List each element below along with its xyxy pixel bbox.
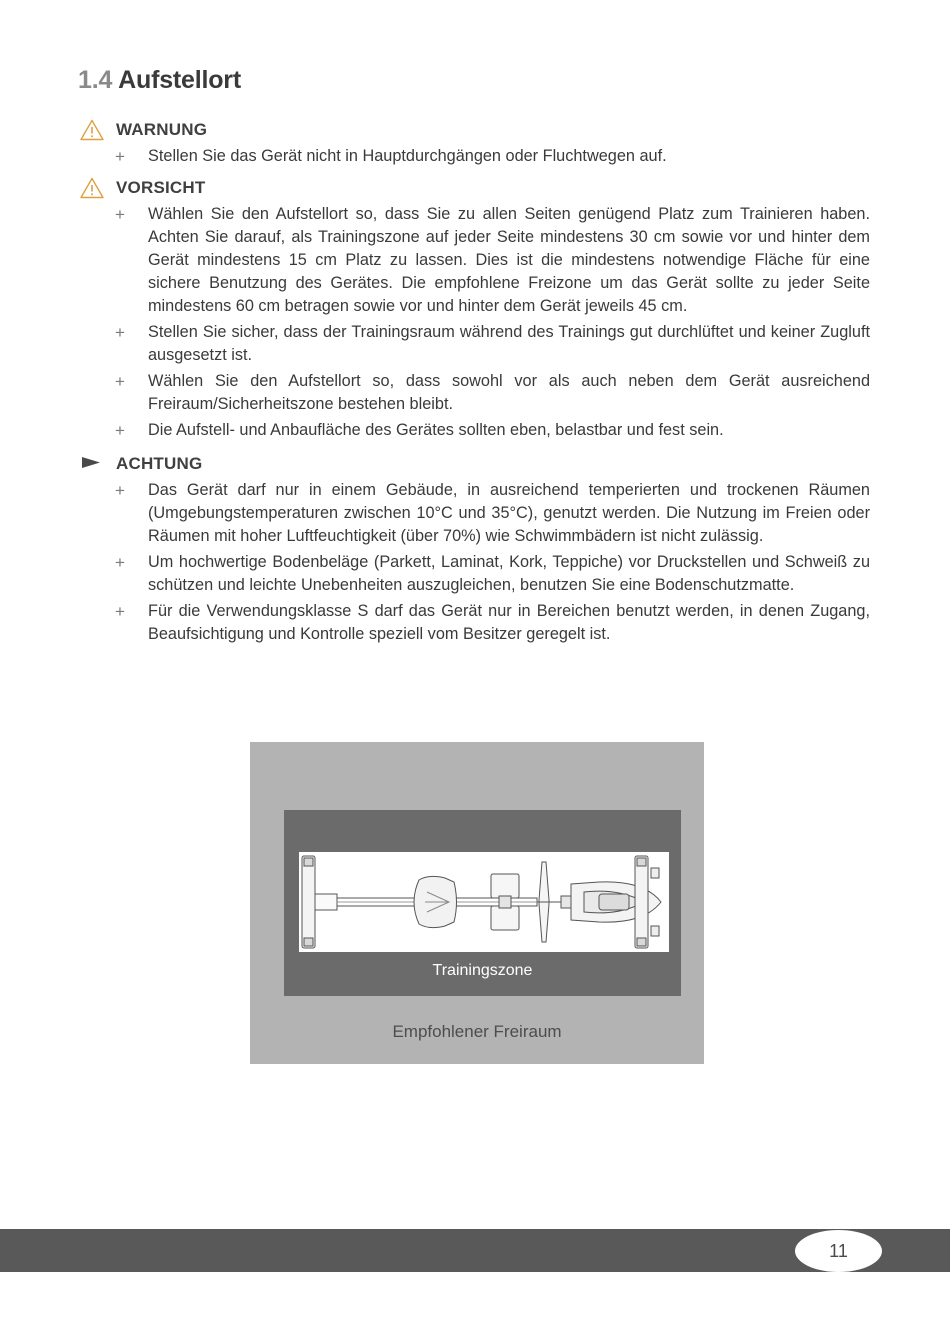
plus-bullet-icon: +	[115, 553, 125, 572]
list-item: + Stellen Sie sicher, dass der Trainingsraum während des Trainings gut durchlüftet und keiner Zugluft ausgesetzt ist.	[115, 323, 870, 364]
page-number: 11	[795, 1230, 882, 1272]
page-heading	[78, 66, 241, 95]
warning-triangle-icon	[80, 177, 104, 199]
free-space-label: Empfohlener Freiraum	[392, 1022, 562, 1041]
training-zone-label: Trainingszone	[432, 962, 533, 979]
heading-title: Aufstellort	[118, 66, 241, 94]
heading-number: 1.4	[78, 66, 113, 94]
list-item: + Stellen Sie das Gerät nicht in Hauptdurchgängen oder Fluchtwegen auf.	[115, 147, 667, 166]
plus-bullet-icon: +	[115, 147, 125, 166]
warning-triangle-icon	[80, 119, 104, 141]
rowing-machine-drawing	[299, 852, 669, 952]
list-item: + Um hochwertige Bodenbeläge (Parkett, Laminat, Kork, Teppiche) vor Druckstellen und Schweiß zu schützen und leichte Unebenheiten auszugleichen, benutzen Sie eine Bodenschutzmatte.	[115, 553, 870, 594]
training-zone	[284, 810, 681, 996]
section-label: WARNUNG	[116, 120, 208, 139]
plus-bullet-icon: +	[115, 372, 125, 391]
placement-diagram	[250, 742, 704, 1064]
pointer-arrow-icon	[80, 453, 104, 475]
plus-bullet-icon: +	[115, 481, 125, 500]
list-item: + Für die Verwendungsklasse S darf das Gerät nur in Bereichen benutzt werden, in denen Zugang, Beaufsichtigung und Kontrolle speziell vom Besitzer geregelt ist.	[115, 602, 870, 643]
list-item: + Wählen Sie den Aufstellort so, dass sowohl vor als auch neben dem Gerät ausreichend Freiraum/Sicherheitszone bestehen bleibt.	[115, 372, 870, 413]
list-item: + Wählen Sie den Aufstellort so, dass Sie zu allen Seiten genügend Platz zum Trainieren haben. Achten Sie darauf, als Trainingszone auf jeder Seite mindestens 30 cm sowie vor und hinter dem Gerät mindestens 15 cm Platz zu lassen. Dies ist die mindestens notwendige Fläche für eine sichere Benutzung des Gerätes. Die empfohlene Freizone um das Gerät sollte zu jeder Seite mindestens 60 cm betragen sowie vor und hinter dem Gerät jeweils 45 cm.	[115, 205, 870, 315]
list-item: + Das Gerät darf nur in einem Gebäude, in ausreichend temperierten und trockenen Räumen (Umgebungstemperaturen zwischen 10°C und 35°C), genutzt werden. Die Nutzung im Freien oder Räumen mit hoher Luftfeuchtigkeit (über 70%) wie Schwimmbädern ist nicht zulässig.	[115, 481, 870, 545]
section-achtung	[80, 452, 880, 646]
list-item: + Die Aufstell- und Anbaufläche des Gerätes sollten eben, belastbar und fest sein.	[115, 421, 724, 440]
section-label: VORSICHT	[116, 178, 206, 197]
plus-bullet-icon: +	[115, 205, 125, 224]
plus-bullet-icon: +	[115, 602, 125, 621]
section-label: ACHTUNG	[116, 454, 203, 473]
plus-bullet-icon: +	[115, 323, 125, 342]
section-warnung	[80, 118, 880, 168]
plus-bullet-icon: +	[115, 421, 125, 440]
section-vorsicht	[80, 176, 880, 442]
rowing-machine-icon	[299, 852, 669, 952]
